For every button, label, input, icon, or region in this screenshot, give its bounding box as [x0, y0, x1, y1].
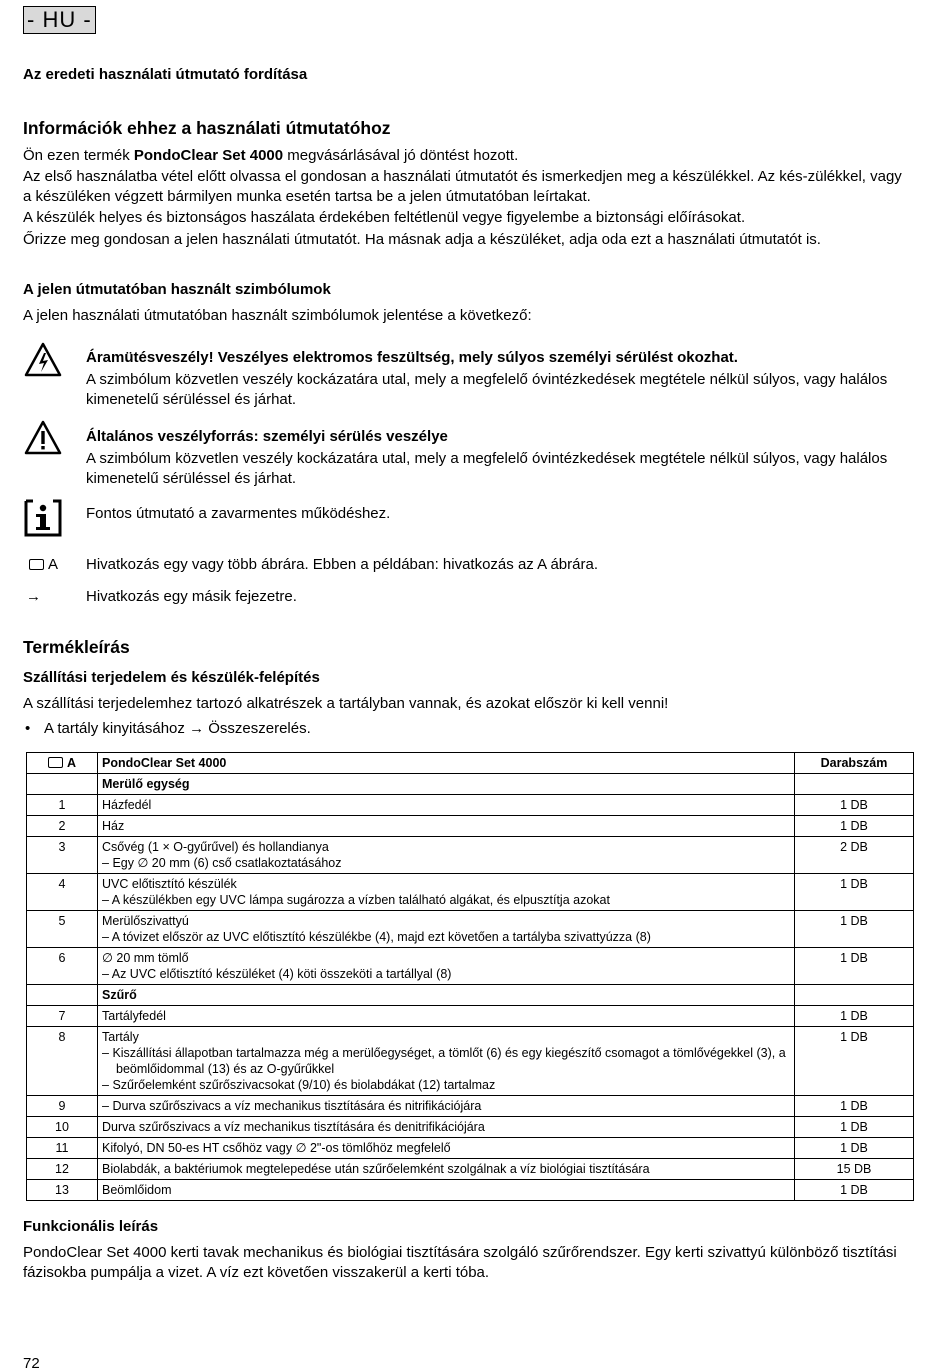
page-number: 72 — [23, 1355, 40, 1372]
row-description — [98, 1138, 795, 1159]
row-number: 2 — [27, 816, 98, 837]
row-quantity: 1 DB — [795, 795, 914, 816]
row-quantity: 1 DB — [795, 1096, 914, 1117]
table-group-filter: Szűrő — [27, 985, 914, 1006]
row-description — [98, 874, 795, 911]
row-subitem: – Szűrőelemként szűrőszivacsokat (9/10) és biolabdákat (12) tartalmaz — [102, 1078, 496, 1092]
table-row — [27, 1159, 914, 1180]
table-row — [27, 1006, 914, 1027]
row-name: ∅ 20 mm tömlő — [102, 951, 189, 965]
book-icon — [29, 559, 44, 570]
electric-hazard-icon — [23, 342, 63, 378]
general-hazard-title: Általános veszélyforrás: személyi sérülés veszélye — [86, 428, 448, 445]
table-row — [27, 911, 914, 948]
row-number: 8 — [27, 1027, 98, 1096]
row-description — [98, 837, 795, 874]
arrow-right-icon: → — [26, 588, 41, 605]
row-number: 12 — [27, 1159, 98, 1180]
product-section-title: Termékleírás — [23, 637, 130, 657]
row-quantity: 1 DB — [795, 1117, 914, 1138]
header-quantity: Darabszám — [795, 753, 914, 774]
symbol-figure-row — [23, 555, 913, 577]
table-row — [27, 1180, 914, 1201]
row-quantity: 2 DB — [795, 837, 914, 874]
row-number: 9 — [27, 1096, 98, 1117]
row-name: Beömlőidom — [102, 1183, 172, 1197]
info-paragraph-1: Ön ezen termék PondoClear Set 4000 megvásárlásával jó döntést hozott. — [23, 147, 519, 164]
row-name: Csővég (1 × O-gyűrűvel) és hollandianya — [102, 840, 329, 854]
row-description — [98, 911, 795, 948]
book-icon — [48, 757, 63, 768]
general-hazard-text: A szimbólum közvetlen veszély kockázatára utal, mely a megfelelő óvintézkedések megtétele nélkül súlyos, vagy halálos kimenetelű sérüléssel és járhat. — [86, 450, 888, 487]
table-header-row — [27, 753, 914, 774]
row-subitem: – Kiszállítási állapotban tartalmazza még a merülőegységet, a tömlőt (6) és egy kiegészítő csomagot a tömlővégekkel (3), a beömlőidommal (13) és az O-gyűrűkkel — [102, 1046, 786, 1076]
table-row — [27, 1027, 914, 1096]
row-description — [98, 1159, 795, 1180]
row-description — [98, 1096, 795, 1117]
scope-title: Szállítási terjedelem és készülék-felépítés — [23, 669, 320, 686]
row-name: Merülőszivattyú — [102, 914, 189, 928]
symbol-electric-row — [23, 342, 913, 408]
row-name: Durva szűrőszivacs a víz mechanikus tisztítására és denitrifikációjára — [102, 1120, 485, 1134]
table-group-submersible: Merülő egység — [27, 774, 914, 795]
row-subitem: – A tóvizet először az UVC előtisztító készülékbe (4), majd ezt követően a tartályba szivattyúzza (8) — [102, 930, 651, 944]
header-figure: A — [27, 753, 98, 774]
symbol-arrow-row — [23, 587, 913, 609]
row-name: Házfedél — [102, 798, 152, 812]
info-paragraph-2: Az első használatba vétel előtt olvassa el gondosan a használati útmutatót és ismerkedjen meg a készülékkel. Az kés-zülékkel, vagy a készüléken végzett bármilyen munka esetén tartsa be a jelen útmutatóban leírtakat. — [23, 168, 902, 205]
row-quantity: 1 DB — [795, 948, 914, 985]
table-row — [27, 1096, 914, 1117]
row-description — [98, 1027, 795, 1096]
row-number: 3 — [27, 837, 98, 874]
figure-ref-text: Hivatkozás egy vagy több ábrára. Ebben a példában: hivatkozás az A ábrára. — [86, 556, 598, 573]
row-quantity: 1 DB — [795, 874, 914, 911]
row-description — [98, 948, 795, 985]
row-quantity: 1 DB — [795, 816, 914, 837]
row-description — [98, 1006, 795, 1027]
table-row — [27, 874, 914, 911]
parts-table — [26, 752, 914, 1201]
function-title: Funkcionális leírás — [23, 1218, 159, 1235]
row-subitem: – Az UVC előtisztító készüléket (4) köti összeköti a tartállyal (8) — [102, 967, 452, 981]
electric-hazard-text: A szimbólum közvetlen veszély kockázatára utal, mely a megfelelő óvintézkedések megtétele nélkül súlyos, vagy halálos kimenetelű sérüléssel és járhat. — [86, 371, 888, 408]
row-quantity: 1 DB — [795, 911, 914, 948]
row-description — [98, 816, 795, 837]
function-text: PondoClear Set 4000 kerti tavak mechanikus és biológiai tisztítására szolgáló szűrőrendszer. Egy kerti szivattyú különböző tisztítási fázisokba pumpálja a vizet. A víz ezt követően visszakerül a kerti tóba. — [23, 1244, 897, 1281]
warning-icon — [23, 420, 63, 456]
info-paragraph-3: A készülék helyes és biztonságos haszálata érdekében feltétlenül vegye figyelembe a biztonsági előírásokat. — [23, 209, 746, 226]
header-product: PondoClear Set 4000 — [98, 753, 795, 774]
translation-subtitle: Az eredeti használati útmutató fordítása — [23, 66, 308, 83]
row-name: UVC előtisztító készülék — [102, 877, 237, 891]
row-number: 4 — [27, 874, 98, 911]
row-number: 10 — [27, 1117, 98, 1138]
electric-hazard-title: Áramütésveszély! Veszélyes elektromos feszültség, mely súlyos személyi sérülést okozhat. — [86, 349, 738, 366]
row-description — [98, 795, 795, 816]
figure-ref-symbol: A — [29, 555, 58, 575]
row-name: Ház — [102, 819, 125, 833]
row-number: 7 — [27, 1006, 98, 1027]
symbols-intro: A jelen használati útmutatóban használt szimbólumok jelentése a következő: — [23, 307, 532, 324]
row-quantity: 1 DB — [795, 1180, 914, 1201]
table-row — [27, 948, 914, 985]
info-note-icon — [23, 498, 63, 538]
row-description — [98, 1180, 795, 1201]
table-row — [27, 1138, 914, 1159]
row-quantity: 1 DB — [795, 1027, 914, 1096]
info-paragraph-4: Őrizze meg gondosan a jelen használati útmutatót. Ha másnak adja a készüléket, adja oda ezt a használati útmutatót is. — [23, 231, 821, 248]
info-note-text: Fontos útmutató a zavarmentes működéshez. — [86, 505, 391, 522]
scope-text: A szállítási terjedelemhez tartozó alkatrészek a tartályban vannak, és azokat először ki kell venni! — [23, 695, 669, 712]
row-number: 1 — [27, 795, 98, 816]
row-number: 5 — [27, 911, 98, 948]
table-row — [27, 795, 914, 816]
chapter-ref-text: Hivatkozás egy másik fejezetre. — [86, 588, 297, 605]
table-row — [27, 816, 914, 837]
row-name: Tartály — [102, 1030, 139, 1044]
language-badge: - HU - — [23, 6, 96, 34]
row-quantity: 15 DB — [795, 1159, 914, 1180]
symbols-section-title: A jelen útmutatóban használt szimbólumok — [23, 281, 331, 298]
page: - HU - Az eredeti használati útmutató fordítása Információk ehhez a használati útmutatóhoz Ön ezen termék PondoClear Set 4000 megvásárlásával jó döntést hozott. Az első használatba vétel előtt olvassa el gondosan a használati útmutatót és ismerkedjen meg a készülékkel. Az kés-zülékkel, vagy a készüléken végzett bármilyen munka esetén tartsa be a jelen útmutatóban leírtakat. A készülék helyes és biztonságos haszálata érdekében feltétlenül vegye figyelembe a biztonsági előírásokat. Őrizze meg gondosan a jelen használati útmutatót. Ha másnak adja a készüléket, adja oda ezt a használati útmutatót is. A jelen útmutatóban használt szimbólumok A jelen használati útmutatóban használt szimbólumok jelentése a következő: Áramütésveszély! Veszélyes elektromos feszültség, mely súlyos személyi sérülést okozhat. A szimbólum közvetlen veszély kockázatára utal, mely a megfelelő óvintézkedések megtétele nélkül súlyos, vagy halálos kimenetelű sérüléssel és járhat. Általános veszélyforrás: személyi sérülés veszélye A szimbólum közvetlen veszély kockázatára utal, mely a megfelelő óvintézkedések megtétele nélkül súlyos, vagy halálos kimenetelű sérüléssel és járhat. Fontos útmutató a zavarmentes működéshez. A Hivatkozás egy vagy több ábrára. Ebben a példában: hivatkozás az A ábrára. → Hivatkozás egy másik fejezetre. Termékleírás Szállítási terjedelem és készülék-felépítés A szállítási terjedelemhez tartozó alkatrészek a tartályban vannak, és azokat először ki kell venni! • A tartály kinyitásához → Összeszerelés. A PondoClear Set 4000 Darabszám Merülő egység 1 Házfedél 1 DB 2 Ház 1 DB 3 Csővég (1 × O-gyűrűvel) és hollandianya – Egy ∅ 20 mm (6) cső csatlakoztatásához 2 DB 4 UVC előtisztító készülék – A készülékben egy UVC lámpa sugározza a vízben található algákat, és elpusztítja azokat 1 DB 5 Merülőszivattyú – A tóvizet először az UVC előtisztító készülékbe (4), majd ezt követően a tartályba szivattyúzza (8) 1 DB 6 ∅ 20 mm tömlő – Az UVC előtisztító készüléket (4) köti összeköti a tartállyal (8) 1 DB Szűrő 7 Tartályfedél 1 DB 8 Tartály – Kiszállítási állapotban tartalmazza még a merülőegységet, a tömlőt (6) és egy kiegészítő csomagot a tömlővégekkel (3), a beömlőidommal (13) és az O-gyűrűkkel – Szűrőelemként szűrőszivacsokat (9/10) és biolabdákat (12) tartalmaz 1 DB 9 – Durva szűrőszivacs a víz mechanikus tisztítására és nitrifikációjára 1 DB 10 Durva szűrőszivacs a víz mechanikus tisztítására és denitrifikációjára 1 DB 11 Kifolyó, DN 50-es HT csőhöz vagy ∅ 2"-os tömlőhöz megfelelő 1 DB 12 Biolabdák, a baktériumok megtelepedése után szűrőelemként szolgálnak a víz biológiai tisztítására 15 DB 13 Beömlőidom 1 DB Funkcionális leírás PondoClear Set 4000 kerti tavak mechanikus és biológiai tisztítására szolgáló szűrőrendszer. Egy kerti szivattyú különböző tisztítási fázisokba pumpálja a vizet. A víz ezt követően visszakerül a kerti tóba. — [23, 6, 913, 34]
row-name: Tartályfedél — [102, 1009, 166, 1023]
row-quantity: 1 DB — [795, 1006, 914, 1027]
row-subitem: – Egy ∅ 20 mm (6) cső csatlakoztatásához — [102, 856, 342, 870]
table-row — [27, 837, 914, 874]
info-section-title: Információk ehhez a használati útmutatóhoz — [23, 118, 391, 138]
row-quantity: 1 DB — [795, 1138, 914, 1159]
row-subitem: – A készülékben egy UVC lámpa sugározza a vízben található algákat, és elpusztítja azokat — [102, 893, 610, 907]
symbol-info-row — [23, 496, 913, 540]
row-subitem: – Durva szűrőszivacs a víz mechanikus tisztítására és nitrifikációjára — [102, 1099, 482, 1113]
symbol-general-row — [23, 420, 913, 487]
row-number: 13 — [27, 1180, 98, 1201]
table-row — [27, 1117, 914, 1138]
row-number: 6 — [27, 948, 98, 985]
row-name: Biolabdák, a baktériumok megtelepedése után szűrőelemként szolgálnak a víz biológiai tisztítására — [102, 1162, 650, 1176]
row-name: Kifolyó, DN 50-es HT csőhöz vagy ∅ 2"-os tömlőhöz megfelelő — [102, 1141, 451, 1155]
row-description — [98, 1117, 795, 1138]
row-number: 11 — [27, 1138, 98, 1159]
